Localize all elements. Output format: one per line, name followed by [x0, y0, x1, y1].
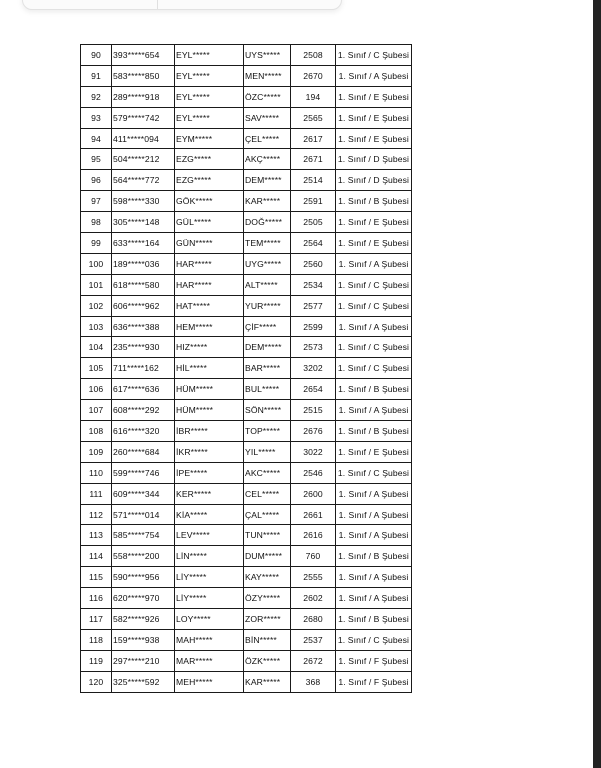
class-section-cell: 1. Sınıf / B Şubesi: [336, 421, 412, 442]
id-number-cell: 606*****962: [112, 295, 175, 316]
table-row: [81, 504, 412, 525]
last-name-cell: ÖZK*****: [244, 650, 291, 671]
last-name-cell: TUN*****: [244, 525, 291, 546]
row-number-cell: 95: [81, 149, 112, 170]
last-name-cell: UYG*****: [244, 253, 291, 274]
id-number-cell: 620*****970: [112, 588, 175, 609]
last-name-cell: SÖN*****: [244, 400, 291, 421]
last-name-cell: KAR*****: [244, 671, 291, 692]
first-name-cell: EYL*****: [175, 45, 244, 66]
score-cell: 2505: [291, 212, 336, 233]
score-cell: 2564: [291, 233, 336, 254]
class-section-cell: 1. Sınıf / A Şubesi: [336, 65, 412, 86]
table-row: [81, 650, 412, 671]
class-section-cell: 1. Sınıf / A Şubesi: [336, 525, 412, 546]
table-row: [81, 149, 412, 170]
id-number-cell: 289*****918: [112, 86, 175, 107]
first-name-cell: EYL*****: [175, 65, 244, 86]
table-body: [81, 45, 412, 693]
score-cell: 2577: [291, 295, 336, 316]
score-cell: 3202: [291, 358, 336, 379]
table-row: [81, 588, 412, 609]
first-name-cell: EYL*****: [175, 86, 244, 107]
class-section-cell: 1. Sınıf / F Şubesi: [336, 671, 412, 692]
table-row: [81, 233, 412, 254]
id-number-cell: 235*****930: [112, 337, 175, 358]
first-name-cell: EYM*****: [175, 128, 244, 149]
table-row: [81, 462, 412, 483]
score-cell: 2680: [291, 609, 336, 630]
table-row: [81, 337, 412, 358]
class-section-cell: 1. Sınıf / C Şubesi: [336, 295, 412, 316]
first-name-cell: LİY*****: [175, 588, 244, 609]
first-name-cell: HAR*****: [175, 274, 244, 295]
score-cell: 2560: [291, 253, 336, 274]
score-cell: 2672: [291, 650, 336, 671]
row-number-cell: 115: [81, 567, 112, 588]
score-cell: 2599: [291, 316, 336, 337]
last-name-cell: AKÇ*****: [244, 149, 291, 170]
table-row: [81, 86, 412, 107]
class-section-cell: 1. Sınıf / A Şubesi: [336, 400, 412, 421]
table-row: [81, 525, 412, 546]
row-number-cell: 105: [81, 358, 112, 379]
class-section-cell: 1. Sınıf / A Şubesi: [336, 504, 412, 525]
first-name-cell: LOY*****: [175, 609, 244, 630]
row-number-cell: 101: [81, 274, 112, 295]
score-cell: 2546: [291, 462, 336, 483]
class-section-cell: 1. Sınıf / C Şubesi: [336, 337, 412, 358]
class-section-cell: 1. Sınıf / F Şubesi: [336, 650, 412, 671]
table-row: [81, 483, 412, 504]
first-name-cell: GÜL*****: [175, 212, 244, 233]
table-row: [81, 45, 412, 66]
last-name-cell: ÇİF*****: [244, 316, 291, 337]
class-section-cell: 1. Sınıf / E Şubesi: [336, 233, 412, 254]
last-name-cell: YIL*****: [244, 441, 291, 462]
class-section-cell: 1. Sınıf / C Şubesi: [336, 462, 412, 483]
table-row: [81, 671, 412, 692]
first-name-cell: GÜN*****: [175, 233, 244, 254]
table-row: [81, 609, 412, 630]
id-number-cell: 189*****036: [112, 253, 175, 274]
class-section-cell: 1. Sınıf / E Şubesi: [336, 441, 412, 462]
table-row: [81, 358, 412, 379]
id-number-cell: 608*****292: [112, 400, 175, 421]
id-number-cell: 159*****938: [112, 629, 175, 650]
last-name-cell: DUM*****: [244, 546, 291, 567]
table-row: [81, 128, 412, 149]
id-number-cell: 636*****388: [112, 316, 175, 337]
id-number-cell: 582*****926: [112, 609, 175, 630]
student-table: [80, 44, 412, 693]
id-number-cell: 609*****344: [112, 483, 175, 504]
last-name-cell: ÇEL*****: [244, 128, 291, 149]
class-section-cell: 1. Sınıf / C Şubesi: [336, 45, 412, 66]
last-name-cell: BİN*****: [244, 629, 291, 650]
last-name-cell: KAY*****: [244, 567, 291, 588]
row-number-cell: 107: [81, 400, 112, 421]
id-number-cell: 305*****148: [112, 212, 175, 233]
last-name-cell: ALT*****: [244, 274, 291, 295]
id-number-cell: 616*****320: [112, 421, 175, 442]
row-number-cell: 97: [81, 191, 112, 212]
table-row: [81, 191, 412, 212]
last-name-cell: AKC*****: [244, 462, 291, 483]
first-name-cell: HİL*****: [175, 358, 244, 379]
score-cell: 2537: [291, 629, 336, 650]
score-cell: 2555: [291, 567, 336, 588]
score-cell: 3022: [291, 441, 336, 462]
row-number-cell: 112: [81, 504, 112, 525]
score-cell: 2600: [291, 483, 336, 504]
first-name-cell: EZG*****: [175, 170, 244, 191]
first-name-cell: KER*****: [175, 483, 244, 504]
score-cell: 2508: [291, 45, 336, 66]
last-name-cell: MEN*****: [244, 65, 291, 86]
row-number-cell: 96: [81, 170, 112, 191]
row-number-cell: 114: [81, 546, 112, 567]
score-cell: 2671: [291, 149, 336, 170]
score-cell: 760: [291, 546, 336, 567]
class-section-cell: 1. Sınıf / C Şubesi: [336, 629, 412, 650]
class-section-cell: 1. Sınıf / A Şubesi: [336, 567, 412, 588]
first-name-cell: LEV*****: [175, 525, 244, 546]
class-section-cell: 1. Sınıf / A Şubesi: [336, 483, 412, 504]
score-cell: 2514: [291, 170, 336, 191]
row-number-cell: 104: [81, 337, 112, 358]
overlay-divider: [157, 0, 158, 9]
class-section-cell: 1. Sınıf / B Şubesi: [336, 546, 412, 567]
id-number-cell: 711*****162: [112, 358, 175, 379]
last-name-cell: ÖZY*****: [244, 588, 291, 609]
table-row: [81, 212, 412, 233]
row-number-cell: 93: [81, 107, 112, 128]
last-name-cell: DEM*****: [244, 170, 291, 191]
score-cell: 2617: [291, 128, 336, 149]
score-cell: 368: [291, 671, 336, 692]
id-number-cell: 618*****580: [112, 274, 175, 295]
last-name-cell: CEL*****: [244, 483, 291, 504]
row-number-cell: 92: [81, 86, 112, 107]
first-name-cell: LİY*****: [175, 567, 244, 588]
table-row: [81, 567, 412, 588]
class-section-cell: 1. Sınıf / B Şubesi: [336, 609, 412, 630]
class-section-cell: 1. Sınıf / C Şubesi: [336, 358, 412, 379]
score-cell: 2676: [291, 421, 336, 442]
first-name-cell: MEH*****: [175, 671, 244, 692]
first-name-cell: HAR*****: [175, 253, 244, 274]
last-name-cell: DEM*****: [244, 337, 291, 358]
row-number-cell: 98: [81, 212, 112, 233]
id-number-cell: 617*****636: [112, 379, 175, 400]
score-cell: 2616: [291, 525, 336, 546]
table-row: [81, 629, 412, 650]
id-number-cell: 571*****014: [112, 504, 175, 525]
row-number-cell: 120: [81, 671, 112, 692]
id-number-cell: 599*****746: [112, 462, 175, 483]
first-name-cell: HÜM*****: [175, 379, 244, 400]
row-number-cell: 111: [81, 483, 112, 504]
last-name-cell: TEM*****: [244, 233, 291, 254]
id-number-cell: 633*****164: [112, 233, 175, 254]
class-section-cell: 1. Sınıf / B Şubesi: [336, 379, 412, 400]
row-number-cell: 91: [81, 65, 112, 86]
table-row: [81, 441, 412, 462]
row-number-cell: 90: [81, 45, 112, 66]
id-number-cell: 393*****654: [112, 45, 175, 66]
class-section-cell: 1. Sınıf / D Şubesi: [336, 170, 412, 191]
last-name-cell: YUR*****: [244, 295, 291, 316]
row-number-cell: 103: [81, 316, 112, 337]
last-name-cell: KAR*****: [244, 191, 291, 212]
table-row: [81, 421, 412, 442]
score-cell: 2670: [291, 65, 336, 86]
class-section-cell: 1. Sınıf / D Şubesi: [336, 149, 412, 170]
table-row: [81, 316, 412, 337]
last-name-cell: ÇAL*****: [244, 504, 291, 525]
top-overlay-card: [22, 0, 342, 10]
class-section-cell: 1. Sınıf / E Şubesi: [336, 212, 412, 233]
class-section-cell: 1. Sınıf / A Şubesi: [336, 316, 412, 337]
id-number-cell: 297*****210: [112, 650, 175, 671]
score-cell: 2565: [291, 107, 336, 128]
table-row: [81, 107, 412, 128]
first-name-cell: MAH*****: [175, 629, 244, 650]
row-number-cell: 108: [81, 421, 112, 442]
class-section-cell: 1. Sınıf / A Şubesi: [336, 253, 412, 274]
table-row: [81, 65, 412, 86]
first-name-cell: HEM*****: [175, 316, 244, 337]
id-number-cell: 558*****200: [112, 546, 175, 567]
first-name-cell: GÖK*****: [175, 191, 244, 212]
class-section-cell: 1. Sınıf / E Şubesi: [336, 86, 412, 107]
score-cell: 2534: [291, 274, 336, 295]
first-name-cell: EYL*****: [175, 107, 244, 128]
table-row: [81, 295, 412, 316]
id-number-cell: 598*****330: [112, 191, 175, 212]
first-name-cell: HAT*****: [175, 295, 244, 316]
row-number-cell: 119: [81, 650, 112, 671]
table-row: [81, 253, 412, 274]
score-cell: 2515: [291, 400, 336, 421]
first-name-cell: HÜM*****: [175, 400, 244, 421]
last-name-cell: UYS*****: [244, 45, 291, 66]
score-cell: 2661: [291, 504, 336, 525]
id-number-cell: 585*****754: [112, 525, 175, 546]
id-number-cell: 411*****094: [112, 128, 175, 149]
first-name-cell: KİA*****: [175, 504, 244, 525]
row-number-cell: 110: [81, 462, 112, 483]
table-row: [81, 274, 412, 295]
row-number-cell: 109: [81, 441, 112, 462]
first-name-cell: İBR*****: [175, 421, 244, 442]
score-cell: 2654: [291, 379, 336, 400]
score-cell: 194: [291, 86, 336, 107]
class-section-cell: 1. Sınıf / C Şubesi: [336, 274, 412, 295]
row-number-cell: 118: [81, 629, 112, 650]
last-name-cell: TOP*****: [244, 421, 291, 442]
right-edge-bar: [593, 0, 601, 768]
row-number-cell: 117: [81, 609, 112, 630]
row-number-cell: 100: [81, 253, 112, 274]
first-name-cell: İKR*****: [175, 441, 244, 462]
id-number-cell: 260*****684: [112, 441, 175, 462]
first-name-cell: EZG*****: [175, 149, 244, 170]
class-section-cell: 1. Sınıf / E Şubesi: [336, 107, 412, 128]
row-number-cell: 99: [81, 233, 112, 254]
id-number-cell: 590*****956: [112, 567, 175, 588]
first-name-cell: LİN*****: [175, 546, 244, 567]
last-name-cell: DOĞ*****: [244, 212, 291, 233]
last-name-cell: ÖZC*****: [244, 86, 291, 107]
last-name-cell: SAV*****: [244, 107, 291, 128]
id-number-cell: 564*****772: [112, 170, 175, 191]
class-section-cell: 1. Sınıf / B Şubesi: [336, 191, 412, 212]
first-name-cell: MAR*****: [175, 650, 244, 671]
last-name-cell: BAR*****: [244, 358, 291, 379]
table-row: [81, 379, 412, 400]
first-name-cell: İPE*****: [175, 462, 244, 483]
score-cell: 2573: [291, 337, 336, 358]
id-number-cell: 579*****742: [112, 107, 175, 128]
table-row: [81, 400, 412, 421]
class-section-cell: 1. Sınıf / A Şubesi: [336, 588, 412, 609]
row-number-cell: 102: [81, 295, 112, 316]
row-number-cell: 116: [81, 588, 112, 609]
table-row: [81, 170, 412, 191]
row-number-cell: 113: [81, 525, 112, 546]
first-name-cell: HIZ*****: [175, 337, 244, 358]
last-name-cell: ZOR*****: [244, 609, 291, 630]
last-name-cell: BUL*****: [244, 379, 291, 400]
score-cell: 2602: [291, 588, 336, 609]
class-section-cell: 1. Sınıf / E Şubesi: [336, 128, 412, 149]
score-cell: 2591: [291, 191, 336, 212]
table-row: [81, 546, 412, 567]
id-number-cell: 504*****212: [112, 149, 175, 170]
id-number-cell: 325*****592: [112, 671, 175, 692]
row-number-cell: 106: [81, 379, 112, 400]
row-number-cell: 94: [81, 128, 112, 149]
id-number-cell: 583*****850: [112, 65, 175, 86]
